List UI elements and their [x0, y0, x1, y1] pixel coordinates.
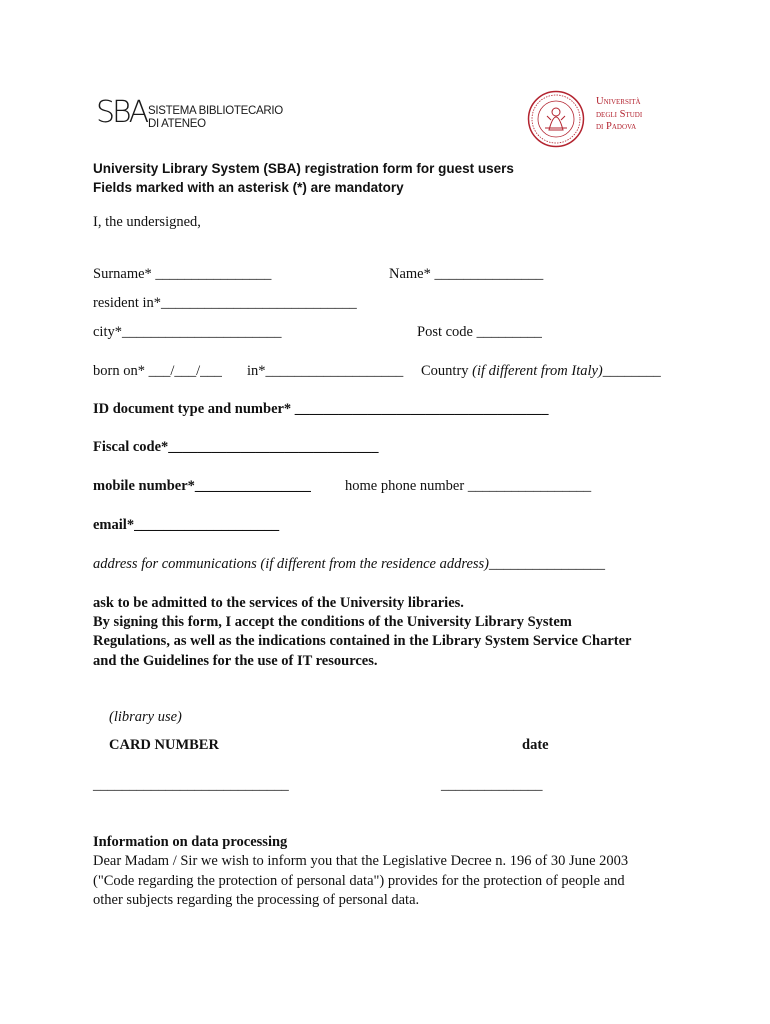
card-number-label: CARD NUMBER [109, 737, 219, 753]
declaration-line1: ask to be admitted to the services of the University libraries. [93, 595, 464, 611]
country-field[interactable] [421, 363, 661, 380]
form-subtitle: Fields marked with an asterisk (*) are mandatory [93, 180, 404, 195]
postcode-field[interactable]: Post code _________ [417, 324, 542, 340]
country-label: Country [421, 363, 473, 379]
university-logo-line1: Università [596, 96, 641, 107]
date-label: date [522, 737, 549, 753]
privacy-heading: Information on data processing [93, 834, 288, 850]
declaration-line3: Regulations, as well as the indications contained in the Library System Service Charter [93, 633, 632, 649]
address-field[interactable]: address for communications (if different from the residence address)________________ [93, 556, 606, 572]
sba-logo-line1: SISTEMA BIBLIOTECARIO [148, 105, 283, 117]
mobile-field[interactable]: mobile number*________________ [93, 478, 311, 494]
privacy-line2: ("Code regarding the protection of personal data") provides for the protection of people and [93, 873, 625, 889]
privacy-line1: Dear Madam / Sir we wish to inform you that the Legislative Decree n. 196 of 30 June 2003 [93, 853, 629, 869]
university-seal-icon [527, 90, 585, 148]
intro-text: I, the undersigned, [93, 214, 201, 230]
id-document-field[interactable]: ID document type and number* ___________________________________ [93, 401, 549, 417]
form-title: University Library System (SBA) registration form for guest users [93, 161, 514, 176]
fiscal-code-field[interactable]: Fiscal code*_____________________________ [93, 439, 379, 455]
country-note: (if different from Italy) [472, 363, 603, 379]
privacy-line3: other subjects regarding the processing of personal data. [93, 892, 420, 908]
university-logo-line3: di Padova [596, 121, 637, 132]
declaration-line2: By signing this form, I accept the conditions of the University Library System [93, 614, 572, 630]
library-use-label: (library use) [109, 709, 182, 725]
country-line: ________ [602, 363, 661, 379]
sba-logo-letters: SBA [96, 95, 147, 130]
sba-logo-line2: DI ATENEO [148, 118, 206, 130]
email-field[interactable]: email*____________________ [93, 517, 280, 533]
home-phone-field[interactable]: home phone number _________________ [345, 478, 592, 494]
university-logo-line2: degli Studi [596, 108, 643, 120]
name-field[interactable]: Name* _______________ [389, 266, 544, 282]
born-on-field[interactable]: born on* ___/___/___ [93, 363, 222, 379]
surname-field[interactable]: Surname* ________________ [93, 266, 272, 282]
city-field[interactable]: city*______________________ [93, 324, 282, 340]
declaration-line4: and the Guidelines for the use of IT resources. [93, 653, 378, 669]
resident-field[interactable]: resident in*___________________________ [93, 295, 357, 311]
date-line[interactable]: ______________ [441, 777, 543, 793]
card-number-line[interactable]: ___________________________ [93, 777, 289, 793]
born-in-field[interactable]: in*___________________ [247, 363, 404, 379]
university-logo-text [596, 96, 642, 134]
